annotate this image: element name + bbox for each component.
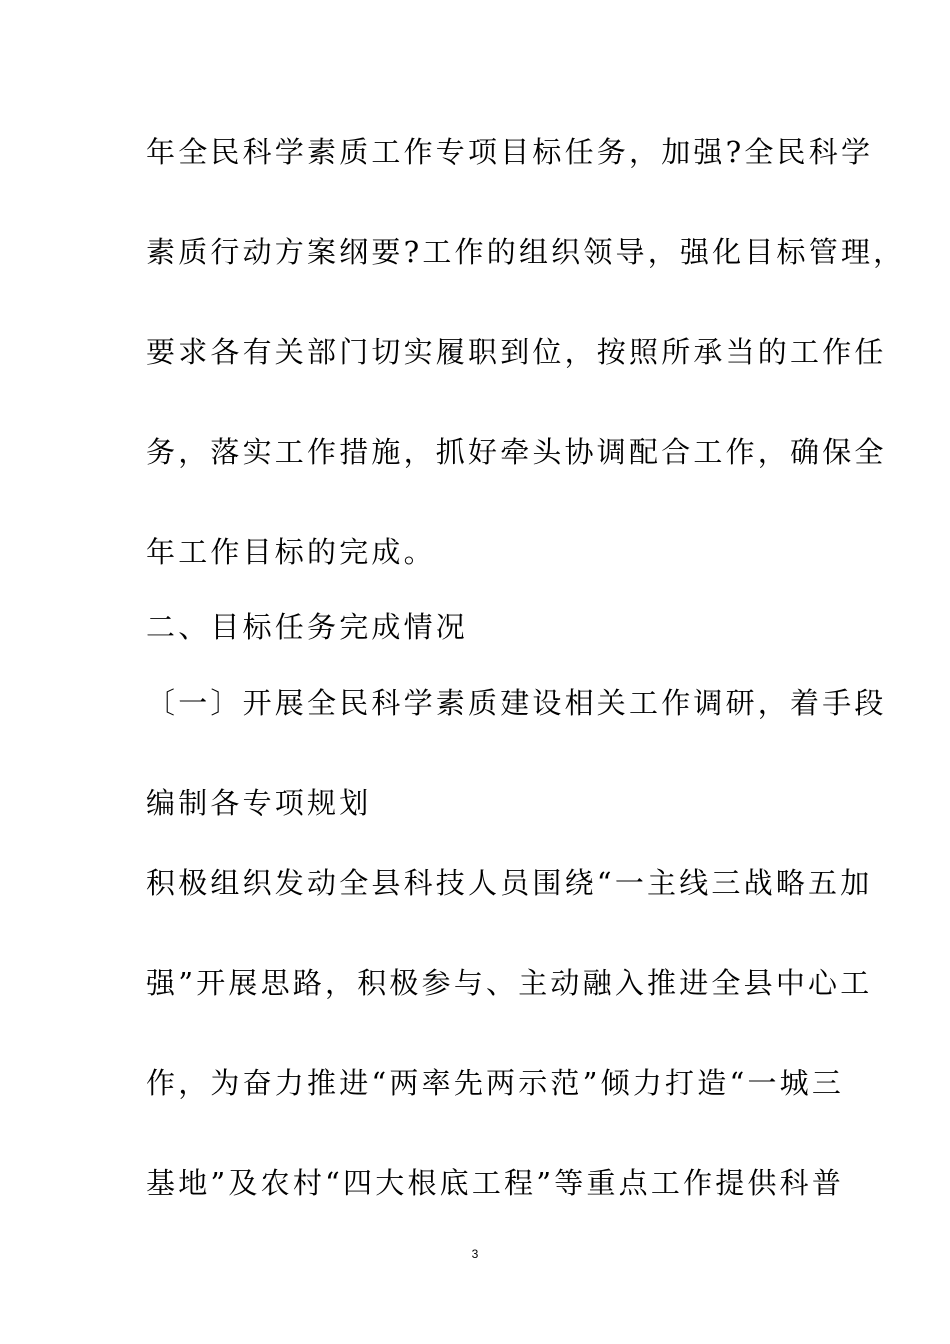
text-line: 务，落实工作措施，抓好牵头协调配合工作，确保全 [146,435,887,469]
text-line: 素质行动方案纲要?工作的组织领导，强化目标管理， [146,235,906,269]
subsection-heading-continued: 编制各专项规划 [146,786,372,820]
section-heading: 二、目标任务完成情况 [146,610,469,644]
text-line: 基地”及农村“四大根底工程”等重点工作提供科普 [146,1166,845,1200]
text-line: 强”开展思路，积极参与、主动融入推进全县中心工 [146,966,873,1000]
text-line: 作，为奋力推进“两率先两示范”倾力打造“一城三 [146,1066,845,1100]
subsection-heading: 〔一〕开展全民科学素质建设相关工作调研，着手段 [146,686,887,720]
text-line: 要求各有关部门切实履职到位，按照所承当的工作任 [146,335,887,369]
page-number: 3 [471,1247,479,1261]
text-line: 年全民科学素质工作专项目标任务，加强?全民科学 [146,135,874,169]
text-line: 年工作目标的完成。 [146,535,436,569]
text-line: 积极组织发动全县科技人员围绕“一主线三战略五加 [146,866,873,900]
